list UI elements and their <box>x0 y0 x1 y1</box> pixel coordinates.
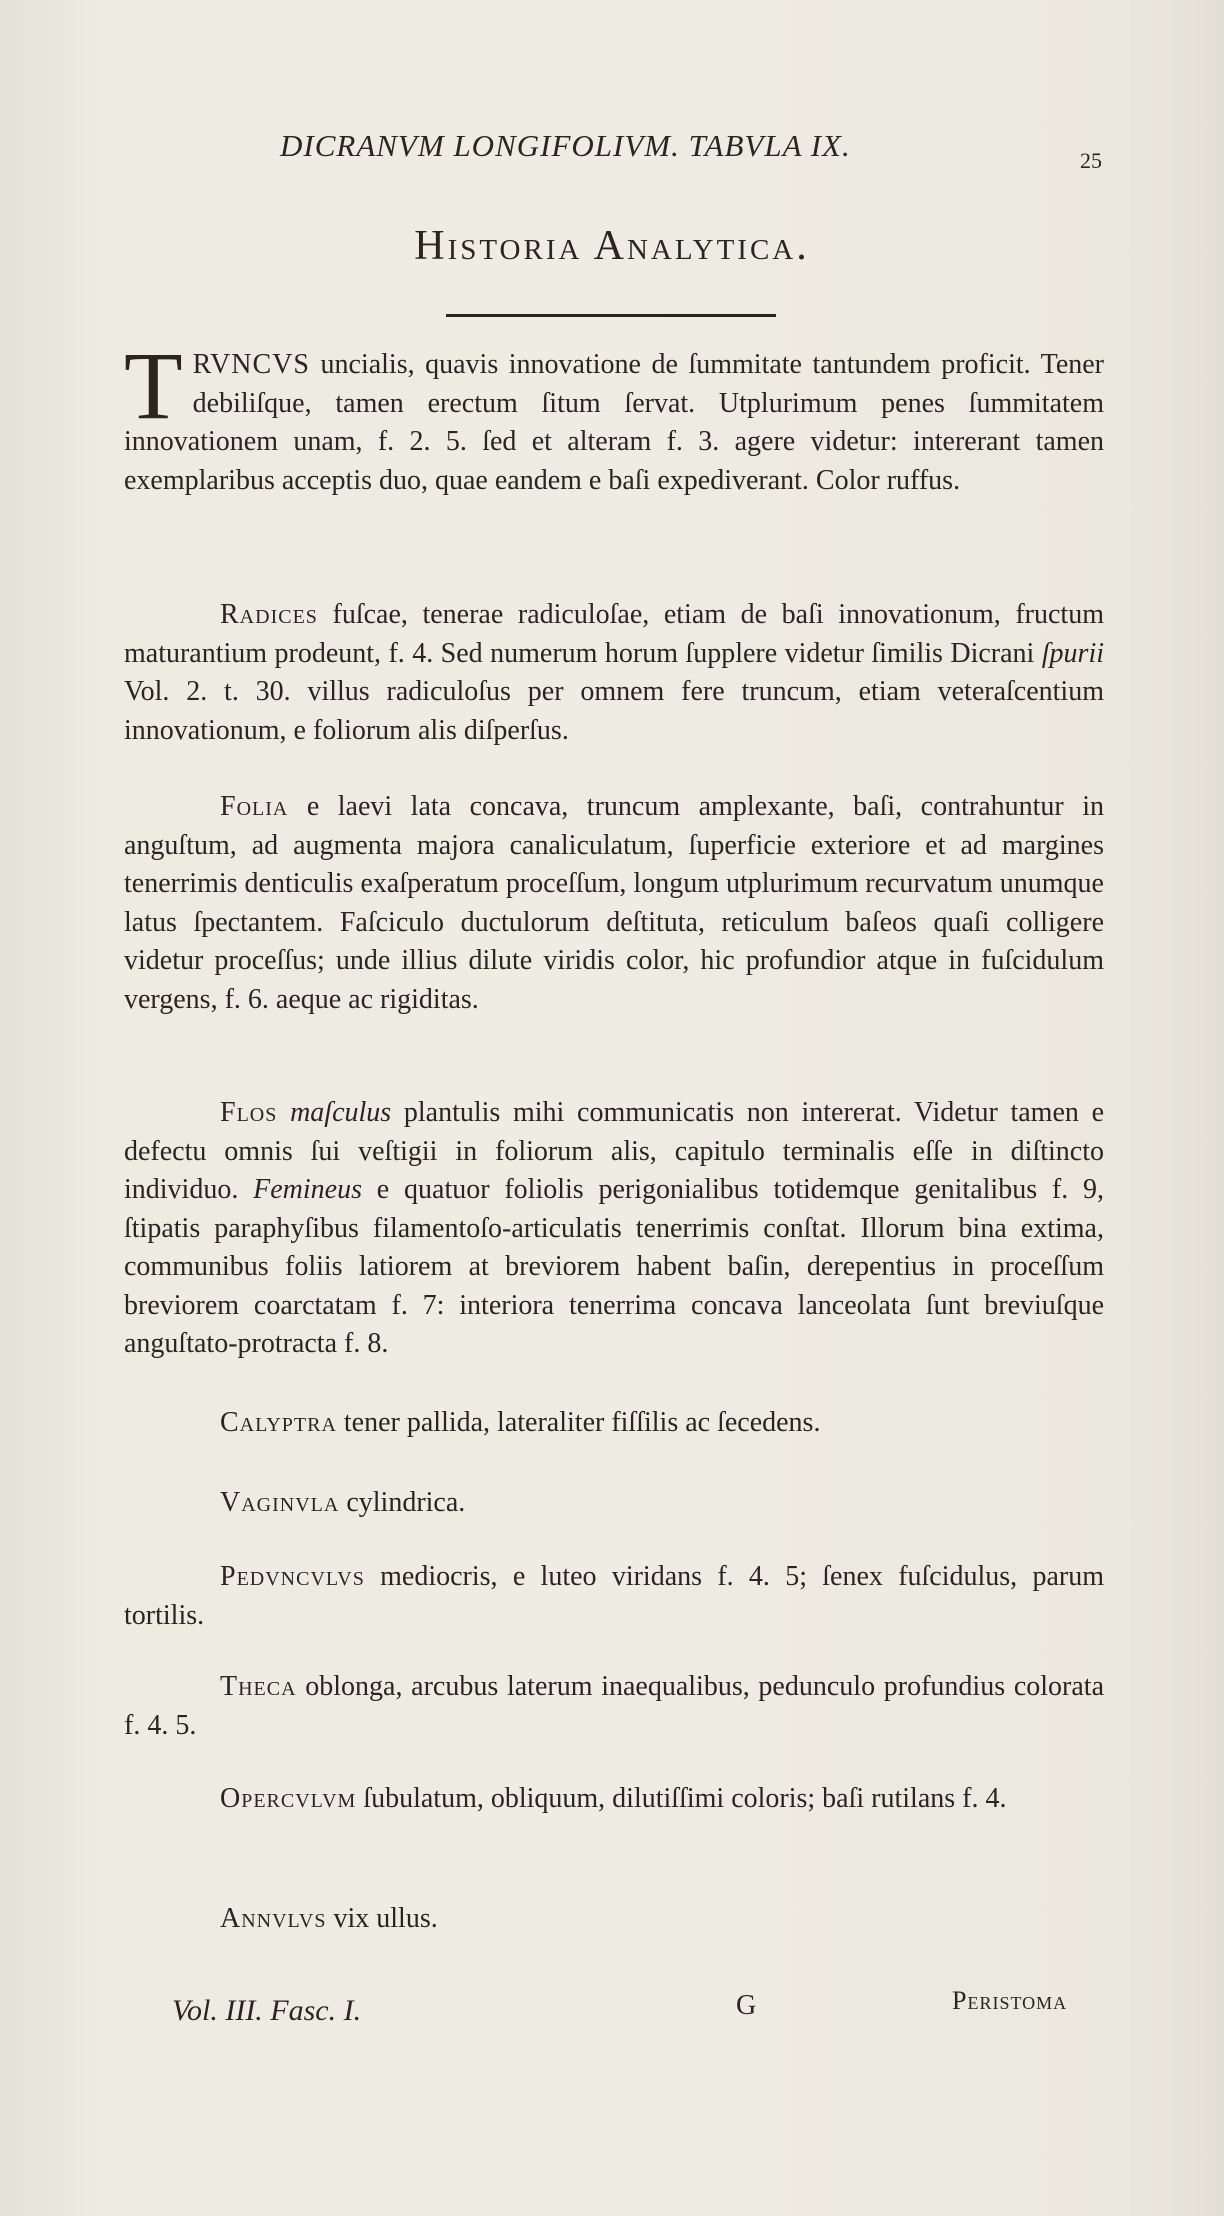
paragraph-calyptra <box>124 1404 1104 1443</box>
paragraph-truncus <box>124 332 1104 500</box>
paragraph-radices <box>124 596 1104 750</box>
paragraph-text: ſubulatum, obliquum, dilutiſſimi coloris; baſi rutilans f. 4. <box>356 1783 1007 1814</box>
catchword: Peristoma <box>952 1986 1068 2015</box>
paragraph-folia <box>124 788 1104 1019</box>
paragraph-text: vix ullus. <box>326 1903 438 1934</box>
paragraph-lead: Annvlvs <box>220 1903 327 1934</box>
paragraph-annulus <box>124 1900 1104 1939</box>
paragraph-lead: Pedvncvlvs <box>220 1561 365 1592</box>
paragraph-flos <box>124 1094 1104 1364</box>
paragraph-lead: Opercvlvm <box>220 1783 357 1814</box>
paragraph-text: tener pallida, lateraliter fiſſilis ac ſecedens. <box>336 1407 821 1438</box>
paragraph-text: cylindrica. <box>339 1487 466 1518</box>
title-rule <box>446 314 776 317</box>
paragraph-lead: Flos <box>220 1097 278 1128</box>
paragraph-text: plantulis mihi communicatis non intererat. Videtur tamen e defectu omnis ſui veſtigii in foliorum alis, capitulo terminalis eſſe in diſtincto individuo. <box>124 1097 1105 1205</box>
paragraph-text: uncialis, quavis innovatione de ſummitate tantundem proficit. Tener debiliſque, tamen erectum ſitum ſervat. Utplurimum penes ſummitatem innovationem unam, f. 2. 5. ſed et alteram f. 3. agere videtur: intererant tamen exemplaribus acceptis duo, quae eandem e baſi expediverant. Color ruffus. <box>124 349 1104 496</box>
paragraph-text: oblonga, arcubus laterum inaequalibus, pedunculo profundius colorata f. 4. 5. <box>124 1671 1104 1741</box>
paragraph-lead: Folia <box>220 791 289 822</box>
volume-note: Vol. III. Fasc. I. <box>172 1994 362 2027</box>
paragraph-lead: Theca <box>220 1671 297 1702</box>
paragraph-vaginula <box>124 1484 1104 1523</box>
paragraph-lead: Vaginvla <box>220 1487 340 1518</box>
paragraph-italic: ſpurii <box>1041 637 1104 669</box>
section-title: Historia Analytica. <box>414 223 810 269</box>
drop-cap: T <box>124 332 183 439</box>
paragraph-pedunculus <box>124 1558 1104 1635</box>
paragraph-text: mediocris, e luteo viridans f. 4. 5; ſenex fuſcidulus, parum tortilis. <box>124 1561 1104 1631</box>
paragraph-text: Vol. 2. t. 30. villus radiculoſus per omnem fere truncum, etiam veteraſcentium innovationum, e foliorum alis diſperſus. <box>124 676 1104 746</box>
paragraph-italic: maſculus <box>290 1097 392 1128</box>
paragraph-text: fuſcae, tenerae radiculoſae, etiam de baſi innovationum, fructum maturantium prodeunt, f. 4. Sed numerum horum ſupplere videtur ſimilis Dicrani <box>124 599 1104 669</box>
paragraph-lead: Radices <box>220 599 318 630</box>
paragraph-text: e quatuor foliolis perigonialibus totidemque genitalibus f. 9, ſtipatis paraphyſibus filamentoſo-articulatis tenerrimis conſtat. Illorum bina extima, communibus foliis latiorem at breviorem habent baſin, derepentius in proceſſum breviorem coarctatam f. 7: interiora tenerrima concava lanceolata ſunt breviuſque anguſtato-protracta f. 8. <box>124 1174 1105 1359</box>
paragraph-italic: Femineus <box>253 1174 362 1205</box>
paragraph-lead: Calyptra <box>220 1407 337 1438</box>
signature-mark: G <box>736 1990 757 2021</box>
page-number: 25 <box>1080 148 1102 173</box>
running-title: DICRANVM LONGIFOLIVM. TABVLA IX. <box>280 128 851 163</box>
paragraph-text: e laevi lata concava, truncum amplexante, baſi, contrahuntur in anguſtum, ad augmenta majora canaliculatum, ſuperficie exteriore et ad margines tenerrimis denticulis exaſperatum proceſſum, longum utplurimum recurvatum unumque latus ſpectantem. Faſciculo ductulorum deſtituta, reticulum baſeos quaſi colligere videtur proceſſus; unde illius dilute viridis color, hic profundior atque in fuſcidulum vergens, f. 6. aeque ac rigiditas. <box>124 791 1104 1015</box>
paragraph-theca <box>124 1668 1104 1745</box>
paragraph-operculum <box>124 1780 1104 1819</box>
paragraph-lead: RVNCVS <box>192 349 310 380</box>
